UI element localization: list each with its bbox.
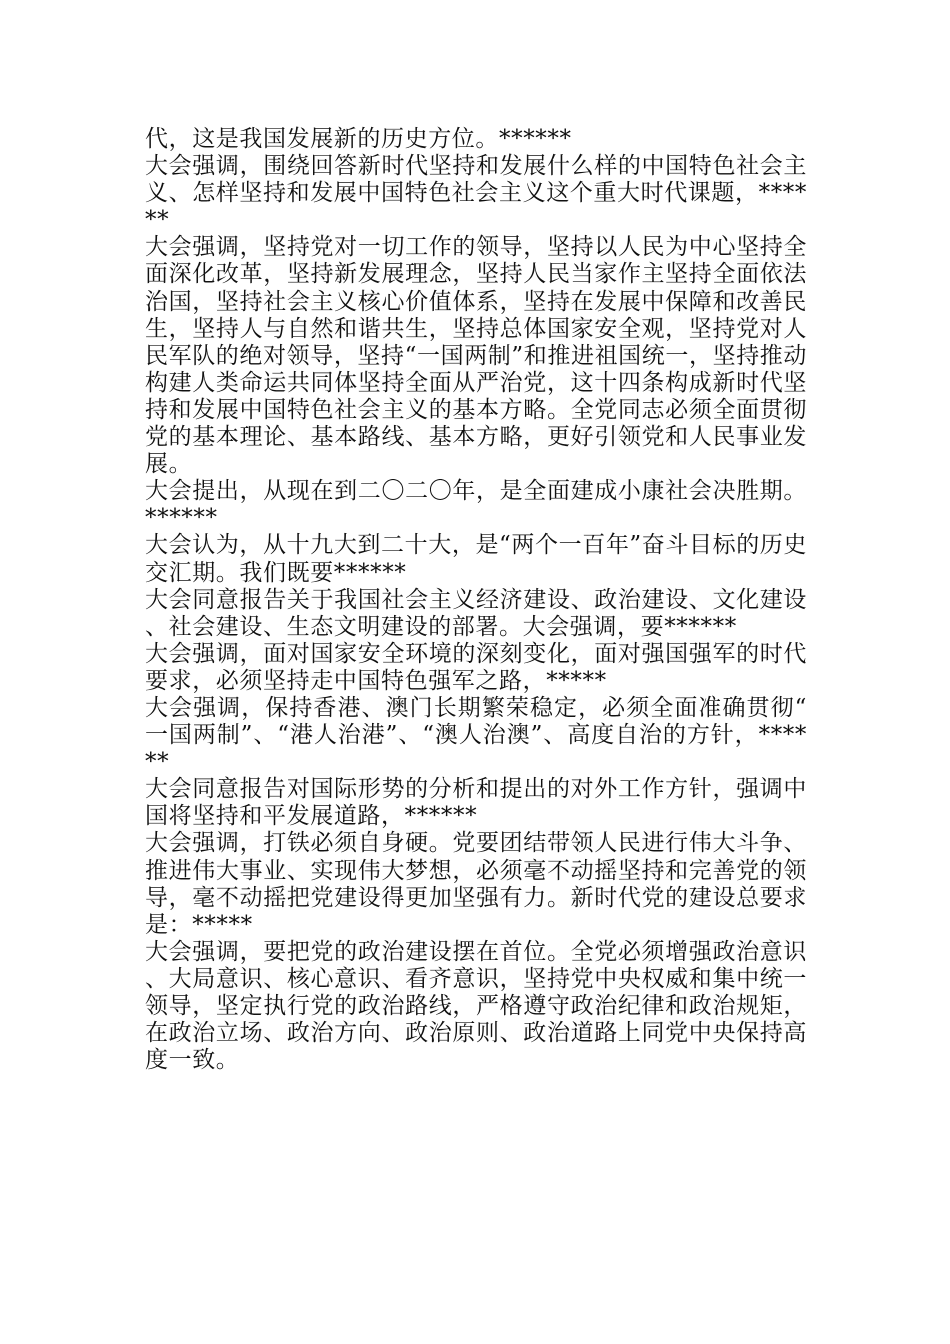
paragraph: 大会强调，要把党的政治建设摆在首位。全党必须增强政治意识、大局意识、核心意识、看齐意识，坚持党中央权威和集中统一领导，坚定执行党的政治路线，严格遵守政治纪律和政治规矩，在政治立场、政治方向、政治原则、政治道路上同党中央保持高度一致。 [145,938,807,1074]
paragraph: 大会提出，从现在到二〇二〇年，是全面建成小康社会决胜期。****** [145,478,807,532]
paragraph: 代，这是我国发展新的历史方位。****** [145,126,572,152]
document-body [145,126,807,1074]
paragraph: 大会强调，打铁必须自身硬。党要团结带领人民进行伟大斗争、推进伟大事业、实现伟大梦想，必须毫不动摇坚持和完善党的领导，毫不动摇把党建设得更加坚强有力。新时代党的建设总要求是：***** [145,830,807,938]
paragraph: 大会同意报告对国际形势的分析和提出的对外工作方针，强调中国将坚持和平发展道路，****** [145,776,807,830]
paragraph: 大会强调，坚持党对一切工作的领导，坚持以人民为中心坚持全面深化改革，坚持新发展理念，坚持人民当家作主坚持全面依法治国，坚持社会主义核心价值体系，坚持在发展中保障和改善民生，坚持人与自然和谐共生，坚持总体国家安全观，坚持党对人民军队的绝对领导，坚持“一国两制”和推进祖国统一，坚持推动构建人类命运共同体坚持全面从严治党，这十四条构成新时代坚持和发展中国特色社会主义的基本方略。全党同志必须全面贯彻党的基本理论、基本路线、基本方略，更好引领党和人民事业发展。 [145,234,807,478]
paragraph: 大会强调，围绕回答新时代坚持和发展什么样的中国特色社会主义、怎样坚持和发展中国特色社会主义这个重大时代课题，****** [145,153,807,234]
paragraph: 大会同意报告关于我国社会主义经济建设、政治建设、文化建设、社会建设、生态文明建设的部署。大会强调，要****** [145,586,807,640]
paragraph: 大会强调，保持香港、澳门长期繁荣稳定，必须全面准确贯彻“一国两制”、“港人治港”、“澳人治澳”、高度自治的方针，****** [145,694,807,776]
paragraph: 大会强调，面对国家安全环境的深刻变化，面对强国强军的时代要求，必须坚持走中国特色强军之路，***** [145,640,807,694]
paragraph: 大会认为，从十九大到二十大，是“两个一百年”奋斗目标的历史交汇期。我们既要****** [145,532,807,586]
